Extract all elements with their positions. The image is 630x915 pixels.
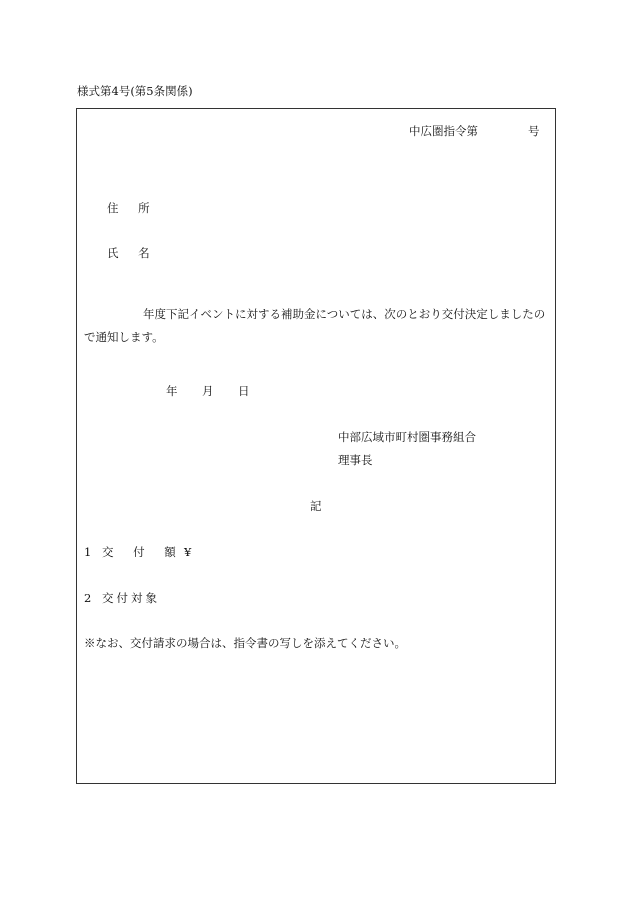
form-number-header: 様式第4号(第5条関係) <box>77 84 193 98</box>
address-label: 住 所 <box>107 201 158 215</box>
name-label: 氏 名 <box>107 246 158 260</box>
item-number: 1 <box>84 545 92 559</box>
date-month: 月 <box>202 384 214 398</box>
item-label-grant-target: 交付対象 <box>102 591 160 605</box>
date-day: 日 <box>238 384 250 398</box>
issuer-title: 理事長 <box>338 453 373 467</box>
notice-body-line-2: で通知します。 <box>84 330 164 344</box>
item-number: 2 <box>84 591 92 605</box>
reference-number-prefix: 中広圏指令第 <box>409 124 478 138</box>
reference-number-suffix: 号 <box>528 124 540 138</box>
date-year: 年 <box>166 384 178 398</box>
ki-heading: 記 <box>310 499 322 513</box>
item-value-grant-amount: ¥ <box>184 545 192 559</box>
notice-body-line-1: 年度下記イベントに対する補助金については、次のとおり交付決定しましたの <box>143 307 546 321</box>
item-label-grant-amount: 交 付 額 <box>102 545 184 559</box>
issuer-organization: 中部広域市町村圏事務組合 <box>338 430 476 444</box>
note-text: ※なお、交付請求の場合は、指令書の写しを添えてください。 <box>84 636 406 650</box>
